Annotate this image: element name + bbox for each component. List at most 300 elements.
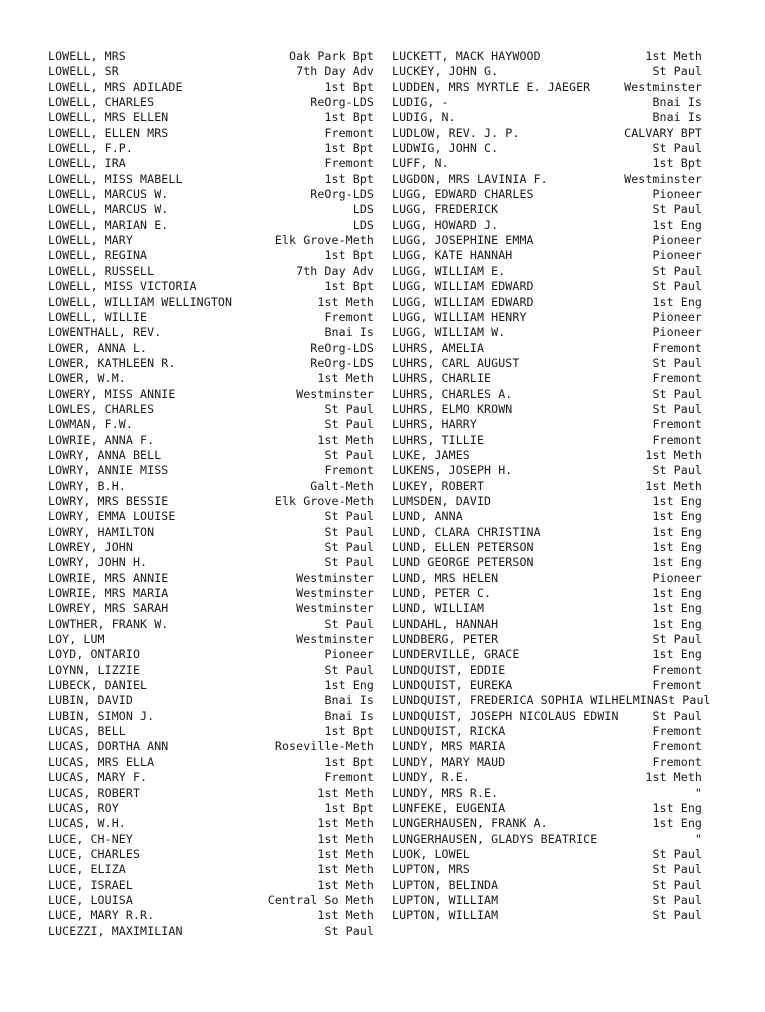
register-entry bbox=[48, 540, 374, 555]
entry-name: LUCAS, MRS ELLA bbox=[48, 754, 155, 769]
entry-church: St Paul bbox=[652, 877, 702, 892]
entry-name: LUNDY, MRS R.E. bbox=[392, 785, 499, 800]
entry-church: St Paul bbox=[324, 509, 374, 524]
entry-name: LOWRY, JOHN H. bbox=[48, 555, 148, 570]
register-entry bbox=[392, 172, 702, 187]
register-entry bbox=[48, 924, 374, 939]
entry-church: 1st Meth bbox=[317, 432, 374, 447]
register-entry bbox=[392, 678, 702, 693]
register-entry bbox=[48, 770, 374, 785]
entry-name: LUHRS, CHARLES A. bbox=[392, 386, 513, 401]
register-entry bbox=[392, 586, 702, 601]
entry-name: LOWMAN, F.W. bbox=[48, 417, 133, 432]
register-entry bbox=[392, 770, 702, 785]
entry-name: LUNDQUIST, EDDIE bbox=[392, 662, 506, 677]
entry-name: LUNDQUIST, EUREKA bbox=[392, 678, 513, 693]
entry-name: LOWREY, MRS SARAH bbox=[48, 601, 169, 616]
entry-church: St Paul bbox=[652, 64, 702, 79]
entry-name: LOYNN, LIZZIE bbox=[48, 662, 141, 677]
register-entry bbox=[48, 310, 374, 325]
register-entry bbox=[392, 218, 702, 233]
entry-name: LOWRY, B.H. bbox=[48, 478, 126, 493]
register-entry bbox=[48, 832, 374, 847]
entry-church: Bnai Is bbox=[324, 325, 374, 340]
register-entry bbox=[48, 356, 374, 371]
entry-church: Westminster bbox=[296, 601, 374, 616]
entry-name: LOWRIE, ANNA F. bbox=[48, 432, 155, 447]
register-entry bbox=[48, 279, 374, 294]
entry-church: 1st Eng bbox=[652, 509, 702, 524]
entry-name: LOWELL, MRS bbox=[48, 49, 126, 63]
register-entry bbox=[48, 893, 374, 908]
register-entry bbox=[392, 95, 702, 110]
register-entry bbox=[392, 448, 702, 463]
entry-name: LUNGERHAUSEN, FRANK A. bbox=[392, 816, 548, 831]
entry-church: ReOrg-LDS bbox=[310, 340, 374, 355]
entry-church: Pioneer bbox=[652, 187, 702, 202]
register-entry bbox=[48, 202, 374, 217]
entry-church: St Paul bbox=[652, 892, 702, 907]
entry-name: LUPTON, MRS bbox=[392, 862, 470, 877]
entry-church: Fremont bbox=[324, 463, 374, 478]
entry-church: 1st Bpt bbox=[324, 279, 374, 294]
register-entry bbox=[48, 647, 374, 662]
register-entry bbox=[392, 80, 702, 95]
register-entry bbox=[48, 555, 374, 570]
entry-name: LOWELL, WILLIE bbox=[48, 309, 148, 324]
register-entry bbox=[392, 847, 702, 862]
register-entry bbox=[392, 110, 702, 125]
entry-name: LUCKETT, MACK HAYWOOD bbox=[392, 49, 541, 63]
entry-name: LOWRIE, MRS MARIA bbox=[48, 586, 169, 601]
entry-church: Fremont bbox=[324, 309, 374, 324]
register-entry bbox=[392, 617, 702, 632]
register-entry bbox=[48, 341, 374, 356]
entry-name: LOWELL, MRS ADILADE bbox=[48, 79, 183, 94]
entry-church: Bnai Is bbox=[652, 95, 702, 110]
entry-name: LUMSDEN, DAVID bbox=[392, 493, 492, 508]
register-entry bbox=[392, 862, 702, 877]
entry-church: LDS bbox=[352, 202, 374, 217]
entry-name: LOWRIE, MRS ANNIE bbox=[48, 570, 169, 585]
register-entry bbox=[48, 617, 374, 632]
entry-church: Fremont bbox=[652, 662, 702, 677]
right-column bbox=[392, 49, 711, 924]
entry-church: 1st Meth bbox=[317, 862, 374, 877]
entry-church: St Paul bbox=[652, 355, 702, 370]
register-entry bbox=[48, 724, 374, 739]
entry-name: LUCEZZI, MAXIMILIAN bbox=[48, 923, 183, 938]
entry-name: LOWELL, F.P. bbox=[48, 141, 133, 156]
entry-church: St Paul bbox=[652, 708, 702, 723]
entry-name: LUND, PETER C. bbox=[392, 586, 492, 601]
entry-name: LUNDQUIST, JOSEPH NICOLAUS EDWIN bbox=[392, 708, 619, 723]
register-entry bbox=[48, 801, 374, 816]
register-entry bbox=[392, 341, 702, 356]
entry-name: LUCKEY, JOHN G. bbox=[392, 64, 499, 79]
entry-name: LOWELL, MARIAN E. bbox=[48, 217, 169, 232]
entry-church: 1st Meth bbox=[317, 877, 374, 892]
entry-church: Bnai Is bbox=[324, 708, 374, 723]
entry-name: LOWELL, CHARLES bbox=[48, 95, 155, 110]
register-entry bbox=[392, 663, 702, 678]
register-entry bbox=[48, 172, 374, 187]
entry-church: Fremont bbox=[324, 125, 374, 140]
entry-church: 1st Eng bbox=[324, 678, 374, 693]
register-entry bbox=[48, 525, 374, 540]
entry-church: " bbox=[694, 785, 702, 800]
register-entry bbox=[392, 755, 702, 770]
register-entry bbox=[48, 248, 374, 263]
register-entry bbox=[48, 264, 374, 279]
register-entry bbox=[48, 786, 374, 801]
register-entry bbox=[48, 908, 374, 923]
entry-name: LOWER, ANNA L. bbox=[48, 340, 148, 355]
entry-name: LOY, LUM bbox=[48, 632, 105, 647]
register-entry bbox=[48, 709, 374, 724]
entry-church: Pioneer bbox=[652, 570, 702, 585]
entry-church: Fremont bbox=[324, 770, 374, 785]
register-entry bbox=[48, 141, 374, 156]
register-entry bbox=[48, 586, 374, 601]
register-entry bbox=[392, 693, 711, 708]
entry-name: LOWLES, CHARLES bbox=[48, 401, 155, 416]
entry-church: 1st Bpt bbox=[324, 724, 374, 739]
register-entry bbox=[392, 479, 702, 494]
entry-name: LUPTON, WILLIAM bbox=[392, 908, 499, 923]
register-entry bbox=[48, 433, 374, 448]
register-entry bbox=[48, 402, 374, 417]
entry-church: Central So Meth bbox=[267, 892, 374, 907]
register-entry bbox=[392, 908, 702, 923]
entry-church: 1st Eng bbox=[652, 294, 702, 309]
register-entry bbox=[392, 893, 702, 908]
register-entry bbox=[392, 356, 702, 371]
register-entry bbox=[392, 555, 702, 570]
entry-name: LUNDQUIST, RICKA bbox=[392, 724, 506, 739]
entry-church: 1st Eng bbox=[652, 601, 702, 616]
entry-name: LOWELL, ELLEN MRS bbox=[48, 125, 169, 140]
entry-name: LOYD, ONTARIO bbox=[48, 647, 141, 662]
register-entry bbox=[392, 463, 702, 478]
register-entry bbox=[48, 755, 374, 770]
entry-name: LUGG, EDWARD CHARLES bbox=[392, 187, 534, 202]
entry-church: St Paul bbox=[652, 463, 702, 478]
entry-name: LUCAS, ROY bbox=[48, 800, 119, 815]
entry-name: LUGDON, MRS LAVINIA F. bbox=[392, 171, 548, 186]
entry-name: LOWERY, MISS ANNIE bbox=[48, 386, 176, 401]
register-entry bbox=[392, 540, 702, 555]
entry-church: 1st Eng bbox=[652, 493, 702, 508]
entry-church: St Paul bbox=[652, 401, 702, 416]
register-entry bbox=[48, 693, 374, 708]
entry-name: LUHRS, HARRY bbox=[392, 417, 477, 432]
register-entry bbox=[48, 601, 374, 616]
entry-name: LOWRY, ANNA BELL bbox=[48, 447, 162, 462]
register-entry bbox=[392, 816, 702, 831]
entry-name: LUPTON, WILLIAM bbox=[392, 892, 499, 907]
entry-church: Pioneer bbox=[652, 309, 702, 324]
entry-church: CALVARY BPT bbox=[624, 125, 702, 140]
register-entry bbox=[392, 433, 702, 448]
register-entry bbox=[48, 663, 374, 678]
register-entry bbox=[392, 279, 702, 294]
entry-name: LUND, MRS HELEN bbox=[392, 570, 499, 585]
entry-church: St Paul bbox=[324, 524, 374, 539]
entry-name: LUCAS, DORTHA ANN bbox=[48, 739, 169, 754]
entry-church: 1st Meth bbox=[317, 371, 374, 386]
register-entry bbox=[392, 325, 702, 340]
entry-name: LUGG, HOWARD J. bbox=[392, 217, 499, 232]
entry-name: LOWELL, IRA bbox=[48, 156, 126, 171]
entry-church: 1st Meth bbox=[317, 831, 374, 846]
register-entry bbox=[48, 80, 374, 95]
entry-name: LUCAS, MARY F. bbox=[48, 770, 148, 785]
entry-name: LUBIN, SIMON J. bbox=[48, 708, 155, 723]
entry-name: LUGG, JOSEPHINE EMMA bbox=[392, 233, 534, 248]
entry-name: LOWELL, MRS ELLEN bbox=[48, 110, 169, 125]
entry-name: LUCE, ISRAEL bbox=[48, 877, 133, 892]
entry-church: Bnai Is bbox=[324, 693, 374, 708]
entry-name: LUHRS, TILLIE bbox=[392, 432, 485, 447]
register-entry bbox=[392, 126, 702, 141]
entry-name: LUNDY, MRS MARIA bbox=[392, 739, 506, 754]
entry-name: LUNGERHAUSEN, GLADYS BEATRICE bbox=[392, 831, 598, 846]
entry-church: Fremont bbox=[652, 739, 702, 754]
register-entry bbox=[48, 678, 374, 693]
entry-name: LUKENS, JOSEPH H. bbox=[392, 463, 513, 478]
register-entry bbox=[392, 525, 702, 540]
entry-church: Fremont bbox=[652, 417, 702, 432]
entry-church: Oak Park Bpt bbox=[289, 49, 374, 63]
register-entry bbox=[392, 571, 702, 586]
entry-church: 1st Eng bbox=[652, 217, 702, 232]
entry-name: LUNDY, MARY MAUD bbox=[392, 754, 506, 769]
register-entry bbox=[48, 64, 374, 79]
entry-church: Galt-Meth bbox=[310, 478, 374, 493]
entry-name: LOWELL, MISS VICTORIA bbox=[48, 279, 197, 294]
entry-church: Bnai Is bbox=[652, 110, 702, 125]
entry-name: LOWER, KATHLEEN R. bbox=[48, 355, 176, 370]
register-entry bbox=[48, 878, 374, 893]
entry-church: St Paul bbox=[652, 279, 702, 294]
entry-name: LUDIG, N. bbox=[392, 110, 456, 125]
entry-church: 1st Bpt bbox=[652, 156, 702, 171]
entry-church: 1st Eng bbox=[652, 800, 702, 815]
entry-name: LUND, ANNA bbox=[392, 509, 463, 524]
entry-church: St Paul bbox=[324, 662, 374, 677]
register-entry bbox=[48, 739, 374, 754]
register-entry bbox=[48, 632, 374, 647]
entry-church: St Paul bbox=[324, 555, 374, 570]
entry-name: LUOK, LOWEL bbox=[392, 846, 470, 861]
entry-church: 1st Meth bbox=[317, 908, 374, 923]
entry-church: St Paul bbox=[652, 632, 702, 647]
entry-church: 1st Meth bbox=[317, 816, 374, 831]
register-entry bbox=[392, 601, 702, 616]
entry-church: Fremont bbox=[652, 432, 702, 447]
entry-name: LOWELL, MISS MABELL bbox=[48, 171, 183, 186]
register-entry bbox=[392, 402, 702, 417]
entry-name: LUGG, WILLIAM HENRY bbox=[392, 309, 527, 324]
entry-name: LUND, CLARA CHRISTINA bbox=[392, 524, 541, 539]
entry-church: Roseville-Meth bbox=[274, 739, 374, 754]
register-entry bbox=[48, 233, 374, 248]
entry-church: 1st Eng bbox=[652, 586, 702, 601]
entry-church: St Paul bbox=[661, 693, 711, 708]
register-entry bbox=[392, 295, 702, 310]
entry-name: LUGG, KATE HANNAH bbox=[392, 248, 513, 263]
entry-church: Westminster bbox=[624, 171, 702, 186]
entry-church: 1st Bpt bbox=[324, 800, 374, 815]
entry-church: Fremont bbox=[652, 678, 702, 693]
entry-name: LOWRY, ANNIE MISS bbox=[48, 463, 169, 478]
entry-church: St Paul bbox=[324, 923, 374, 938]
entry-name: LOWRY, EMMA LOUISE bbox=[48, 509, 176, 524]
entry-church: St Paul bbox=[652, 202, 702, 217]
entry-church: Pioneer bbox=[652, 248, 702, 263]
entry-church: St Paul bbox=[652, 908, 702, 923]
entry-name: LOWELL, WILLIAM WELLINGTON bbox=[48, 294, 233, 309]
entry-name: LOWELL, MARCUS W. bbox=[48, 202, 169, 217]
entry-church: St Paul bbox=[324, 401, 374, 416]
register-entry bbox=[392, 739, 702, 754]
entry-church: Pioneer bbox=[652, 233, 702, 248]
entry-church: Fremont bbox=[652, 371, 702, 386]
register-entry bbox=[392, 832, 702, 847]
entry-name: LUND, ELLEN PETERSON bbox=[392, 540, 534, 554]
entry-name: LOWTHER, FRANK W. bbox=[48, 616, 169, 631]
entry-name: LUCE, LOUISA bbox=[48, 892, 133, 907]
entry-name: LUHRS, CHARLIE bbox=[392, 371, 492, 386]
entry-church: Westminster bbox=[296, 632, 374, 647]
register-entry bbox=[48, 110, 374, 125]
entry-name: LUNDQUIST, FREDERICA SOPHIA WILHELMINA bbox=[392, 693, 662, 708]
entry-name: LOWELL, REGINA bbox=[48, 248, 148, 263]
entry-church: Pioneer bbox=[324, 647, 374, 662]
register-entry bbox=[392, 387, 702, 402]
left-column bbox=[48, 49, 374, 939]
register-entry bbox=[392, 371, 702, 386]
entry-church: Pioneer bbox=[652, 325, 702, 340]
entry-church: ReOrg-LDS bbox=[310, 187, 374, 202]
entry-church: Westminster bbox=[296, 386, 374, 401]
entry-church: 1st Bpt bbox=[324, 141, 374, 156]
entry-church: St Paul bbox=[652, 141, 702, 156]
entry-church: 1st Bpt bbox=[324, 171, 374, 186]
register-entry bbox=[392, 709, 702, 724]
register-entry bbox=[48, 417, 374, 432]
register-entry bbox=[48, 448, 374, 463]
register-entry bbox=[48, 847, 374, 862]
entry-name: LOWENTHALL, REV. bbox=[48, 325, 162, 340]
register-entry bbox=[392, 156, 702, 171]
register-entry bbox=[48, 295, 374, 310]
register-entry bbox=[48, 126, 374, 141]
register-entry bbox=[48, 218, 374, 233]
entry-church: St Paul bbox=[652, 263, 702, 278]
register-entry bbox=[392, 49, 702, 64]
entry-name: LUDDEN, MRS MYRTLE E. JAEGER bbox=[392, 79, 591, 94]
register-entry bbox=[392, 878, 702, 893]
register-entry bbox=[392, 264, 702, 279]
entry-church: " bbox=[694, 831, 702, 846]
entry-church: St Paul bbox=[324, 417, 374, 432]
entry-church: 1st Eng bbox=[652, 616, 702, 631]
entry-name: LUGG, FREDERICK bbox=[392, 202, 499, 217]
entry-name: LUBIN, DAVID bbox=[48, 693, 133, 708]
entry-name: LUNDBERG, PETER bbox=[392, 632, 499, 647]
entry-church: St Paul bbox=[652, 846, 702, 861]
entry-church: Elk Grove-Meth bbox=[274, 233, 374, 248]
entry-church: Westminster bbox=[624, 79, 702, 94]
entry-church: ReOrg-LDS bbox=[310, 95, 374, 110]
register-entry bbox=[48, 494, 374, 509]
entry-church: 1st Meth bbox=[645, 770, 702, 785]
entry-church: 1st Eng bbox=[652, 647, 702, 662]
entry-church: 7th Day Adv bbox=[296, 64, 374, 79]
entry-name: LOWELL, RUSSELL bbox=[48, 263, 155, 278]
entry-name: LUKEY, ROBERT bbox=[392, 478, 485, 493]
entry-church: 1st Meth bbox=[645, 447, 702, 462]
entry-church: Fremont bbox=[652, 340, 702, 355]
register-entry bbox=[392, 248, 702, 263]
register-entry bbox=[48, 387, 374, 402]
entry-church: 1st Meth bbox=[317, 846, 374, 861]
entry-church: 1st Meth bbox=[317, 294, 374, 309]
entry-church: 1st Bpt bbox=[324, 79, 374, 94]
entry-church: Westminster bbox=[296, 586, 374, 601]
entry-church: St Paul bbox=[324, 540, 374, 554]
entry-name: LUCE, CHARLES bbox=[48, 846, 141, 861]
entry-church: Fremont bbox=[652, 724, 702, 739]
entry-church: LDS bbox=[352, 217, 374, 232]
entry-church: 1st Bpt bbox=[324, 110, 374, 125]
entry-name: LUFF, N. bbox=[392, 156, 449, 171]
entry-name: LUHRS, CARL AUGUST bbox=[392, 355, 520, 370]
entry-name: LUCAS, W.H. bbox=[48, 816, 126, 831]
register-entry bbox=[48, 571, 374, 586]
entry-name: LUDLOW, REV. J. P. bbox=[392, 125, 520, 140]
entry-name: LUCE, ELIZA bbox=[48, 862, 126, 877]
entry-church: St Paul bbox=[652, 862, 702, 877]
register-entry bbox=[392, 187, 702, 202]
entry-church: 1st Bpt bbox=[324, 248, 374, 263]
entry-name: LOWELL, MARY bbox=[48, 233, 133, 248]
entry-name: LOWREY, JOHN bbox=[48, 540, 133, 554]
entry-church: 1st Bpt bbox=[324, 754, 374, 769]
entry-name: LUCAS, BELL bbox=[48, 724, 126, 739]
entry-name: LUNDERVILLE, GRACE bbox=[392, 647, 520, 662]
entry-name: LOWELL, SR bbox=[48, 64, 119, 79]
entry-church: 1st Meth bbox=[317, 785, 374, 800]
entry-name: LUBECK, DANIEL bbox=[48, 678, 148, 693]
entry-name: LOWELL, MARCUS W. bbox=[48, 187, 169, 202]
register-entry bbox=[392, 509, 702, 524]
register-entry bbox=[392, 786, 702, 801]
entry-name: LUND, WILLIAM bbox=[392, 601, 485, 616]
entry-church: Westminster bbox=[296, 570, 374, 585]
register-entry bbox=[392, 801, 702, 816]
entry-name: LUHRS, ELMO KROWN bbox=[392, 401, 513, 416]
entry-name: LOWRY, HAMILTON bbox=[48, 524, 155, 539]
entry-church: 1st Meth bbox=[645, 478, 702, 493]
entry-name: LUDIG, - bbox=[392, 95, 449, 110]
entry-name: LUGG, WILLIAM E. bbox=[392, 263, 506, 278]
register-entry bbox=[392, 632, 702, 647]
entry-name: LUGG, WILLIAM EDWARD bbox=[392, 279, 534, 294]
entry-name: LUNFEKE, EUGENIA bbox=[392, 800, 506, 815]
